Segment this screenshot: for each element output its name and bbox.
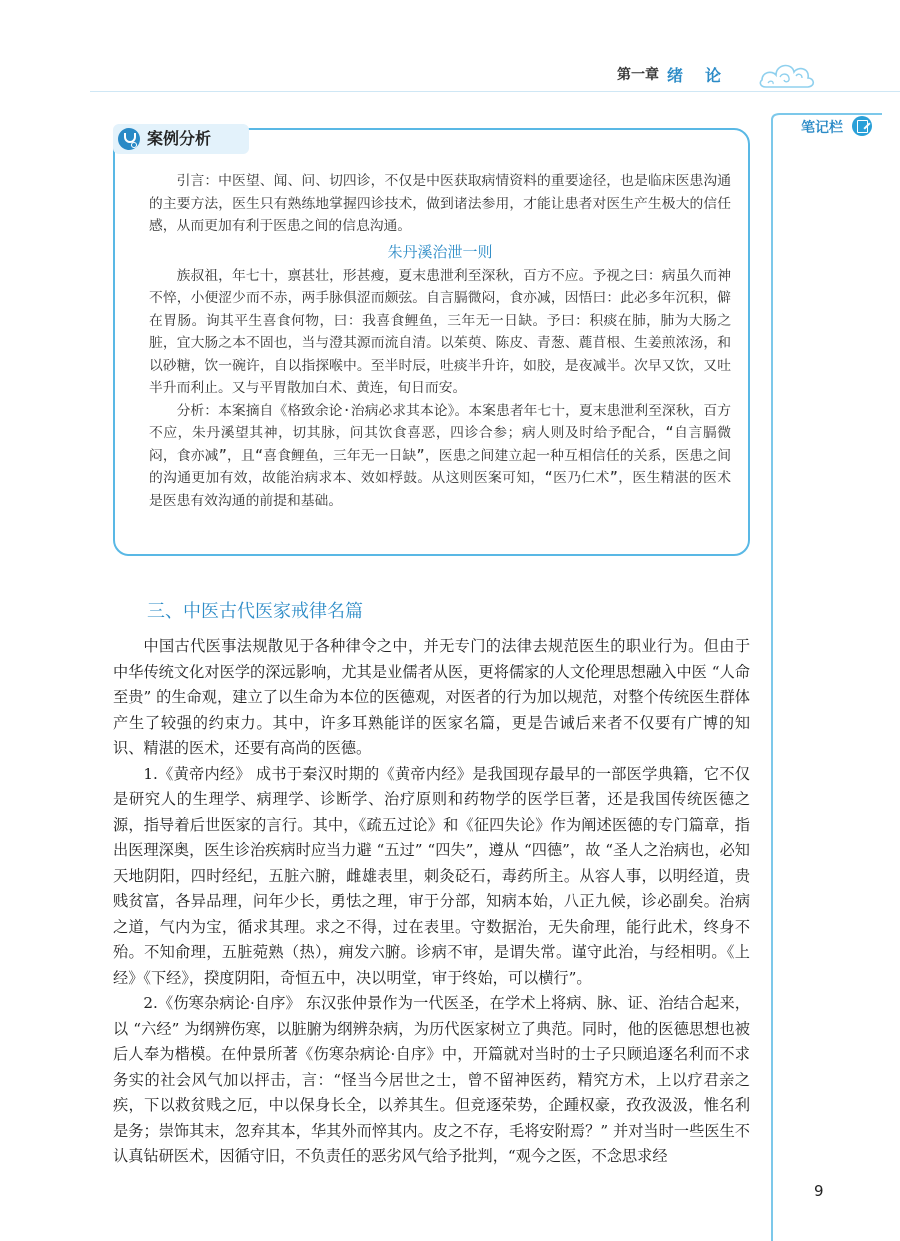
paragraph: 中国古代医事法规散见于各种律令之中，并无专门的法律去规范医生的职业行为。但由于中华传统文化对医学的深远影响，尤其是业儒者从医，更将儒家的人文伦理思想融入中医 “人命至贵” 的生命观，建立了以生命为本位的医德观，对医者的行为加以规范，对整个传统医生群体产生了较强的约束力。其中，许多耳熟能详的医家名篇，更是告诫后来者不仅要有广博的知识、精湛的医术，还要有高尚的医德。 (113, 637, 750, 757)
case-subtitle: 朱丹溪治泄一则 (387, 242, 493, 261)
paragraph: 2.《伤寒杂病论·自序》 东汉张仲景作为一代医圣，在学术上将病、脉、证、治结合起来，以 “六经” 为纲辨伤寒，以脏腑为纲辨杂病，为历代医家树立了典范。同时，他的医德思想也被后人奉为楷模。在仲景所著《伤寒杂病论·自序》中，开篇就对当时的士子只顾追逐名利而不求务实的社会风气加以抨击，言：“怪当今居世之士，曾不留神医药，精究方术，上以疗君亲之疾，下以救贫贱之厄，中以保身长全，以养其生。但竞逐荣势，企踵权豪，孜孜汲汲，惟名利是务；崇饰其末，忽弃其本，华其外而悴其内。皮之不存，毛将安附焉？” 并对当时一些医生不认真钻研医术，因循守旧，不负责任的恶劣风气给予批判，“观今之医，不念思求经 (113, 994, 750, 1165)
case-story: 族叔祖，年七十，禀甚壮，形甚瘦，夏末患泄利至深秋，百方不应。予视之曰：病虽久而神不悴，小便涩少而不赤，两手脉俱涩而颇弦。自言膈微闷，食亦减，因悟曰：此必多年沉积，僻在胃肠。询其平生喜食何物，曰：我喜食鲤鱼，三年无一日缺。予曰：积痰在肺，肺为大肠之脏，宜大肠之本不固也，当与澄其源而流自清。以茱萸、陈皮、青葱、蔍苜根、生姜煎浓汤，和以砂糖，饮一碗许，自以指探喉中。至半时辰，吐痰半升许，如胶，是夜减半。次早又饮，又吐半升而利止。又与平胃散加白术、黄连，旬日而安。 (149, 267, 731, 396)
chapter-header (617, 61, 743, 87)
note-edit-icon (852, 116, 872, 136)
notes-label: 笔记栏 (801, 120, 843, 136)
stethoscope-icon (118, 128, 140, 150)
cloud-decoration-icon (758, 50, 818, 92)
case-analysis: 分析：本案摘自《格致余论·治病必求其本论》。本案患者年七十，夏末患泄利至深秋，百方不应，朱丹溪望其神，切其脉，问其饮食喜恶，四诊合参；病人则及时给予配合，“自言膈微闷，食亦减”，且“喜食鲤鱼，三年无一日缺”，医患之间建立起一种互相信任的关系，医患之间的沟通更加有效，故能治病求本、效如桴鼓。从这则医案可知，“医乃仁术”，医生精湛的医术是医患有效沟通的前提和基础。 (149, 402, 731, 509)
header-divider (90, 91, 900, 92)
page-number: 9 (814, 1182, 824, 1200)
chapter-number: 第一章 (617, 67, 659, 83)
section-body (113, 634, 750, 1170)
section-title: 三、中医古代医家戒律名篇 (147, 601, 363, 622)
chapter-title: 绪论 (667, 65, 744, 85)
case-title: 案例分析 (147, 129, 212, 148)
case-intro: 引言：中医望、闻、问、切四诊，不仅是中医获取病情资料的重要途径，也是临床医患沟通的主要方法，医生只有熟练地掌握四诊技术，做到诸法参用，才能让患者对医生产生极大的信任感，从而更加有利于医患之间的信息沟通。 (149, 173, 731, 234)
case-content (149, 170, 731, 512)
paragraph: 1.《黄帝内经》 成书于秦汉时期的《黄帝内经》是我国现存最早的一部医学典籍，它不仅是研究人的生理学、病理学、诊断学、治疗原则和药物学的医学巨著，还是我国传统医德之源，指导着后世医家的言行。其中，《疏五过论》和《征四失论》作为阐述医德的专门篇章，指出医理深奥，医生诊治疾病时应当力避 “五过” “四失”，遵从 “四德”，故 “圣人之治病也，必知天地阴阳，四时经纪，五脏六腑，雌雄表里，刺灸砭石，毒药所主。从容人事，以明经道，贵贱贫富，各异品理，问年少长，勇怯之理，审于分部，知病本始，八正九候，诊必副矣。治病之道，气内为宝，循求其理。求之不得，过在表里。守数据治，无失俞理，能行此术，终身不殆。不知俞理，五脏菀熟（热），痈发六腑。诊病不审，是谓失常。谨守此治，与经相明。《上经》《下经》，揆度阴阳，奇恒五中，决以明堂，审于终始，可以横行”。 (113, 764, 750, 987)
notes-tab (778, 112, 884, 140)
notes-column-rule (771, 132, 773, 1241)
